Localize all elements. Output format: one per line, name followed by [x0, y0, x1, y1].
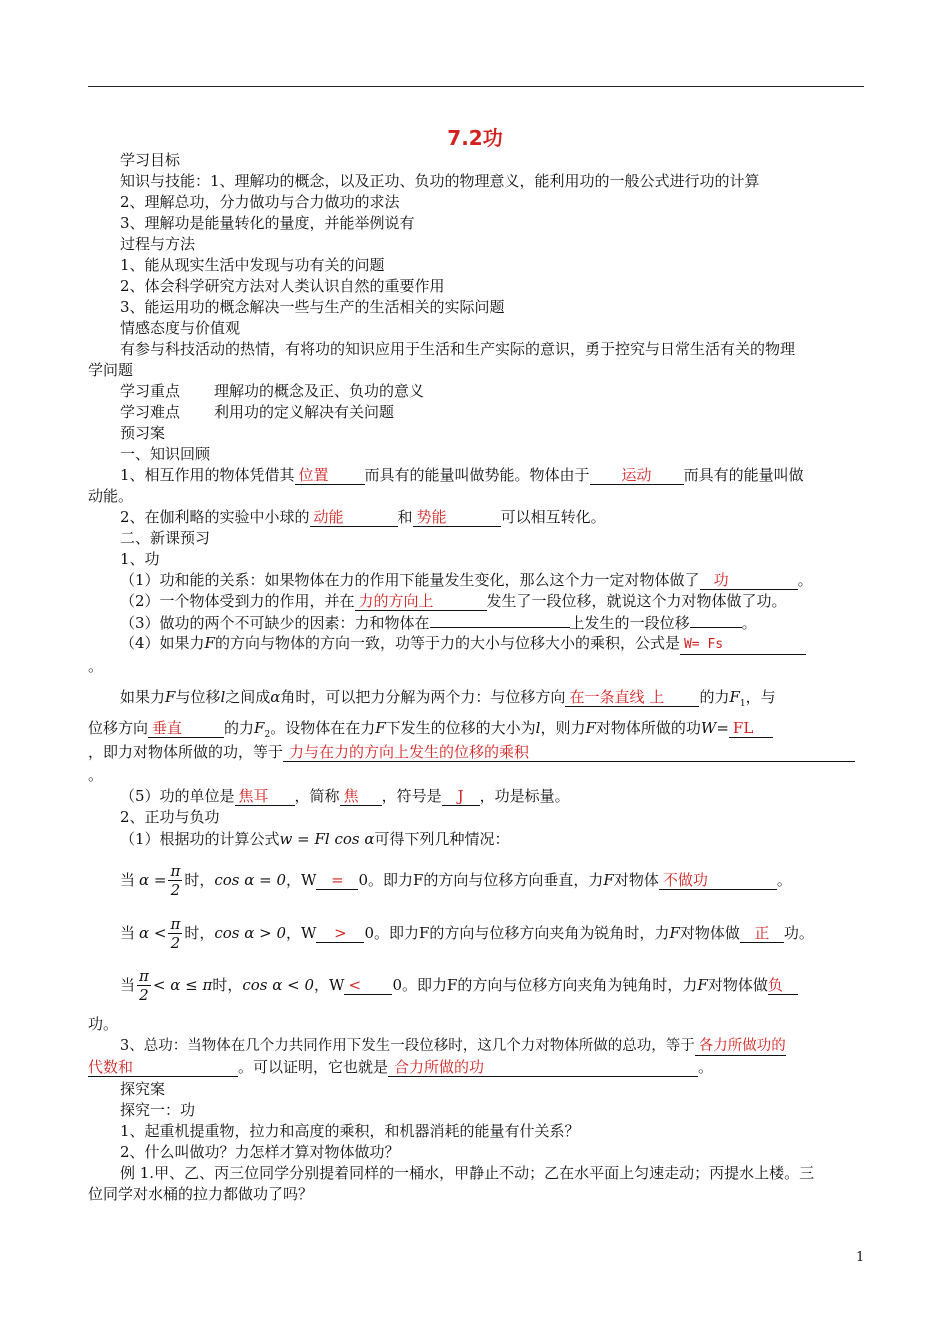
question-1: 1、相互作用的物体凭借其 位置 而具有的能量叫做势能。物体由于 运动 而具有的能量叫做: [120, 466, 804, 484]
empty-blank: [690, 612, 742, 628]
answer-blank: 垂直: [148, 719, 224, 738]
answer-blank: 力的方向上: [355, 592, 487, 611]
text-line: 2、理解总功，分力做功与合力做功的求法: [120, 193, 400, 211]
pi-over-2: $\frac{\pi}{2}$: [139, 966, 149, 1004]
answer-blank: 代数和: [88, 1058, 238, 1077]
label: 学习难点: [120, 403, 181, 421]
question-2: 2、在伽利略的实验中小球的 动能 和 势能 可以相互转化。: [120, 508, 606, 526]
text-line: 。: [88, 766, 104, 784]
text-line: 1、起重机提重物，拉力和高度的乘积，和机器消耗的能量有什关系？: [120, 1122, 580, 1140]
answer-blank: 不做功: [659, 871, 777, 890]
header-rule: [88, 86, 864, 87]
page-title: 7.2功: [447, 126, 503, 150]
item-4-cont: ，即力对物体所做的功，等于 力与在力的方向上发生的位移的乘积: [88, 742, 864, 763]
item-4-cont: 位移方向 垂直 的力$F_2$。设物体在在力F下发生的位移的大小为l，则力F对物体所做的功W= FL: [88, 715, 864, 748]
page-number: 1: [856, 1250, 865, 1265]
example-1: 例 1.甲、乙、丙三位同学分别提着同样的一桶水，甲静止不动；乙在水平面上匀速走动；丙提水上楼。三: [120, 1164, 815, 1182]
answer-blank: 运动: [590, 466, 684, 485]
item-3: （3）做功的两个不可缺少的因素：力和物体在 上发生的一段位移 。: [120, 614, 757, 632]
text-line: 情感态度与价值观: [120, 319, 241, 337]
text-line: 学问题: [88, 361, 134, 379]
value: 理解功的概念及正、负功的意义: [214, 382, 425, 400]
item-1: （1）功和能的关系：如果物体在力的作用下能量发生变化，那么这个力一定对物体做了 功 。: [120, 571, 813, 589]
case-acute: 当 α < $\frac{\pi}{2}$ 时， cos α > 0 ，W > 0。即力F的方向与位移方向夹角为锐角时，力 F 对物体做 正 功。: [120, 914, 814, 952]
answer-blank: 动能: [310, 508, 398, 527]
text-line: 2、什么叫做功？力怎样才算对物体做功？: [120, 1143, 400, 1161]
item-2: （2）一个物体受到力的作用，并在 力的方向上 发生了一段位移，就说这个力对物体做了功。: [120, 592, 787, 610]
answer-blank: 焦: [340, 787, 382, 806]
empty-blank: [430, 612, 570, 628]
formula-line: （1）根据功的计算公式w = Fl cos α可得下列几种情况：: [120, 830, 510, 848]
difficulty-line: [88, 402, 896, 423]
pi-over-2: $\frac{\pi}{2}$: [170, 914, 181, 952]
text-line: 有参与科技活动的热情，有将功的知识应用于生活和生产实际的意识，勇于控究与日常生活有关的物理: [120, 340, 796, 358]
text-line: 3、能运用功的概念解决一些与生产的生活相关的实际问题: [120, 298, 505, 316]
answer-blank: W= Fs: [680, 636, 806, 655]
answer-blank: 力与在力的方向上发生的位移的乘积: [283, 743, 855, 762]
text-line: 探究案: [120, 1080, 166, 1098]
item-4-cont: 如果力F与位移l之间成α角时，可以把力分解为两个力：与位移方向 在一条直线 上 的力$F_1$，与: [120, 688, 776, 709]
text-line: 1、能从现实生活中发现与功有关的问题: [120, 256, 385, 274]
text-line: 3、理解功是能量转化的量度，并能举例说有: [120, 214, 415, 232]
text-line: 2、体会科学研究方法对人类认识自然的重要作用: [120, 277, 445, 295]
item-5: （5）功的单位是 焦耳 ，简称 焦 ，符号是 J ，功是标量。: [120, 787, 570, 805]
label: 学习重点: [120, 382, 181, 400]
answer-blank: >: [316, 924, 364, 943]
answer-blank: 正: [740, 924, 784, 943]
text-line: 一、知识回顾: [120, 445, 211, 463]
text-line: 。: [88, 657, 104, 675]
example-1-cont: 位同学对水桶的拉力都做功了吗？: [88, 1185, 314, 1203]
answer-blank: 负: [768, 976, 798, 995]
answer-blank: 合力所做的功: [388, 1058, 698, 1077]
answer-blank: =: [316, 871, 358, 890]
case-obtuse: 当 $\frac{\pi}{2}$ < α ≤ π 时， cos α < 0 ，W < 0。即力F的方向与位移方向夹角为钝角时，力 F 对物体做 负: [88, 963, 896, 1007]
text-line: 二、新课预习: [120, 529, 211, 547]
text-line: 2、正功与负功: [120, 808, 220, 826]
answer-blank: J: [442, 787, 480, 806]
answer-blank: <: [344, 976, 392, 995]
text-line: 动能。: [88, 487, 134, 505]
text-line: 预习案: [120, 424, 166, 442]
text-line: 探究一：功: [120, 1101, 196, 1119]
text-line: 知识与技能：1、理解功的概念，以及正功、负功的物理意义，能利用功的一般公式进行功的计算: [120, 172, 760, 190]
answer-blank: 在一条直线 上: [565, 688, 699, 707]
answer-blank: 势能: [413, 508, 501, 527]
text-line: 功。: [88, 1015, 119, 1033]
value: 利用功的定义解决有关问题: [214, 403, 395, 421]
text-line: 1、功: [120, 550, 160, 568]
total-work: 3、总功：当物体在几个力共同作用下发生一段位移时，这几个力对物体所做的总功，等于 各力所做功的: [120, 1038, 786, 1054]
key-point-line: [88, 381, 896, 402]
heading-goals: 学习目标: [120, 151, 181, 169]
text-line: 过程与方法: [120, 235, 196, 253]
answer-blank: 位置: [295, 466, 365, 485]
answer-blank: 功: [700, 571, 798, 590]
answer-blank: FL: [729, 719, 773, 738]
pi-over-2: $\frac{\pi}{2}$: [170, 861, 181, 899]
case-perpendicular: 当 α = $\frac{\pi}{2}$ 时， cos α = 0 ，W = 0。即力F的方向与位移方向垂直，力 F 对物体 不做功 。: [120, 861, 792, 899]
item-4: （4）如果力F的方向与物体的方向一致，功等于力的大小与位移大小的乘积，公式是 W= Fs: [88, 633, 896, 655]
answer-blank: 焦耳: [235, 787, 295, 806]
answer-blank: 各力所做功的: [695, 1037, 786, 1056]
total-work-cont: 代数和 。可以证明，它也就是 合力所做的功 。: [88, 1058, 714, 1076]
